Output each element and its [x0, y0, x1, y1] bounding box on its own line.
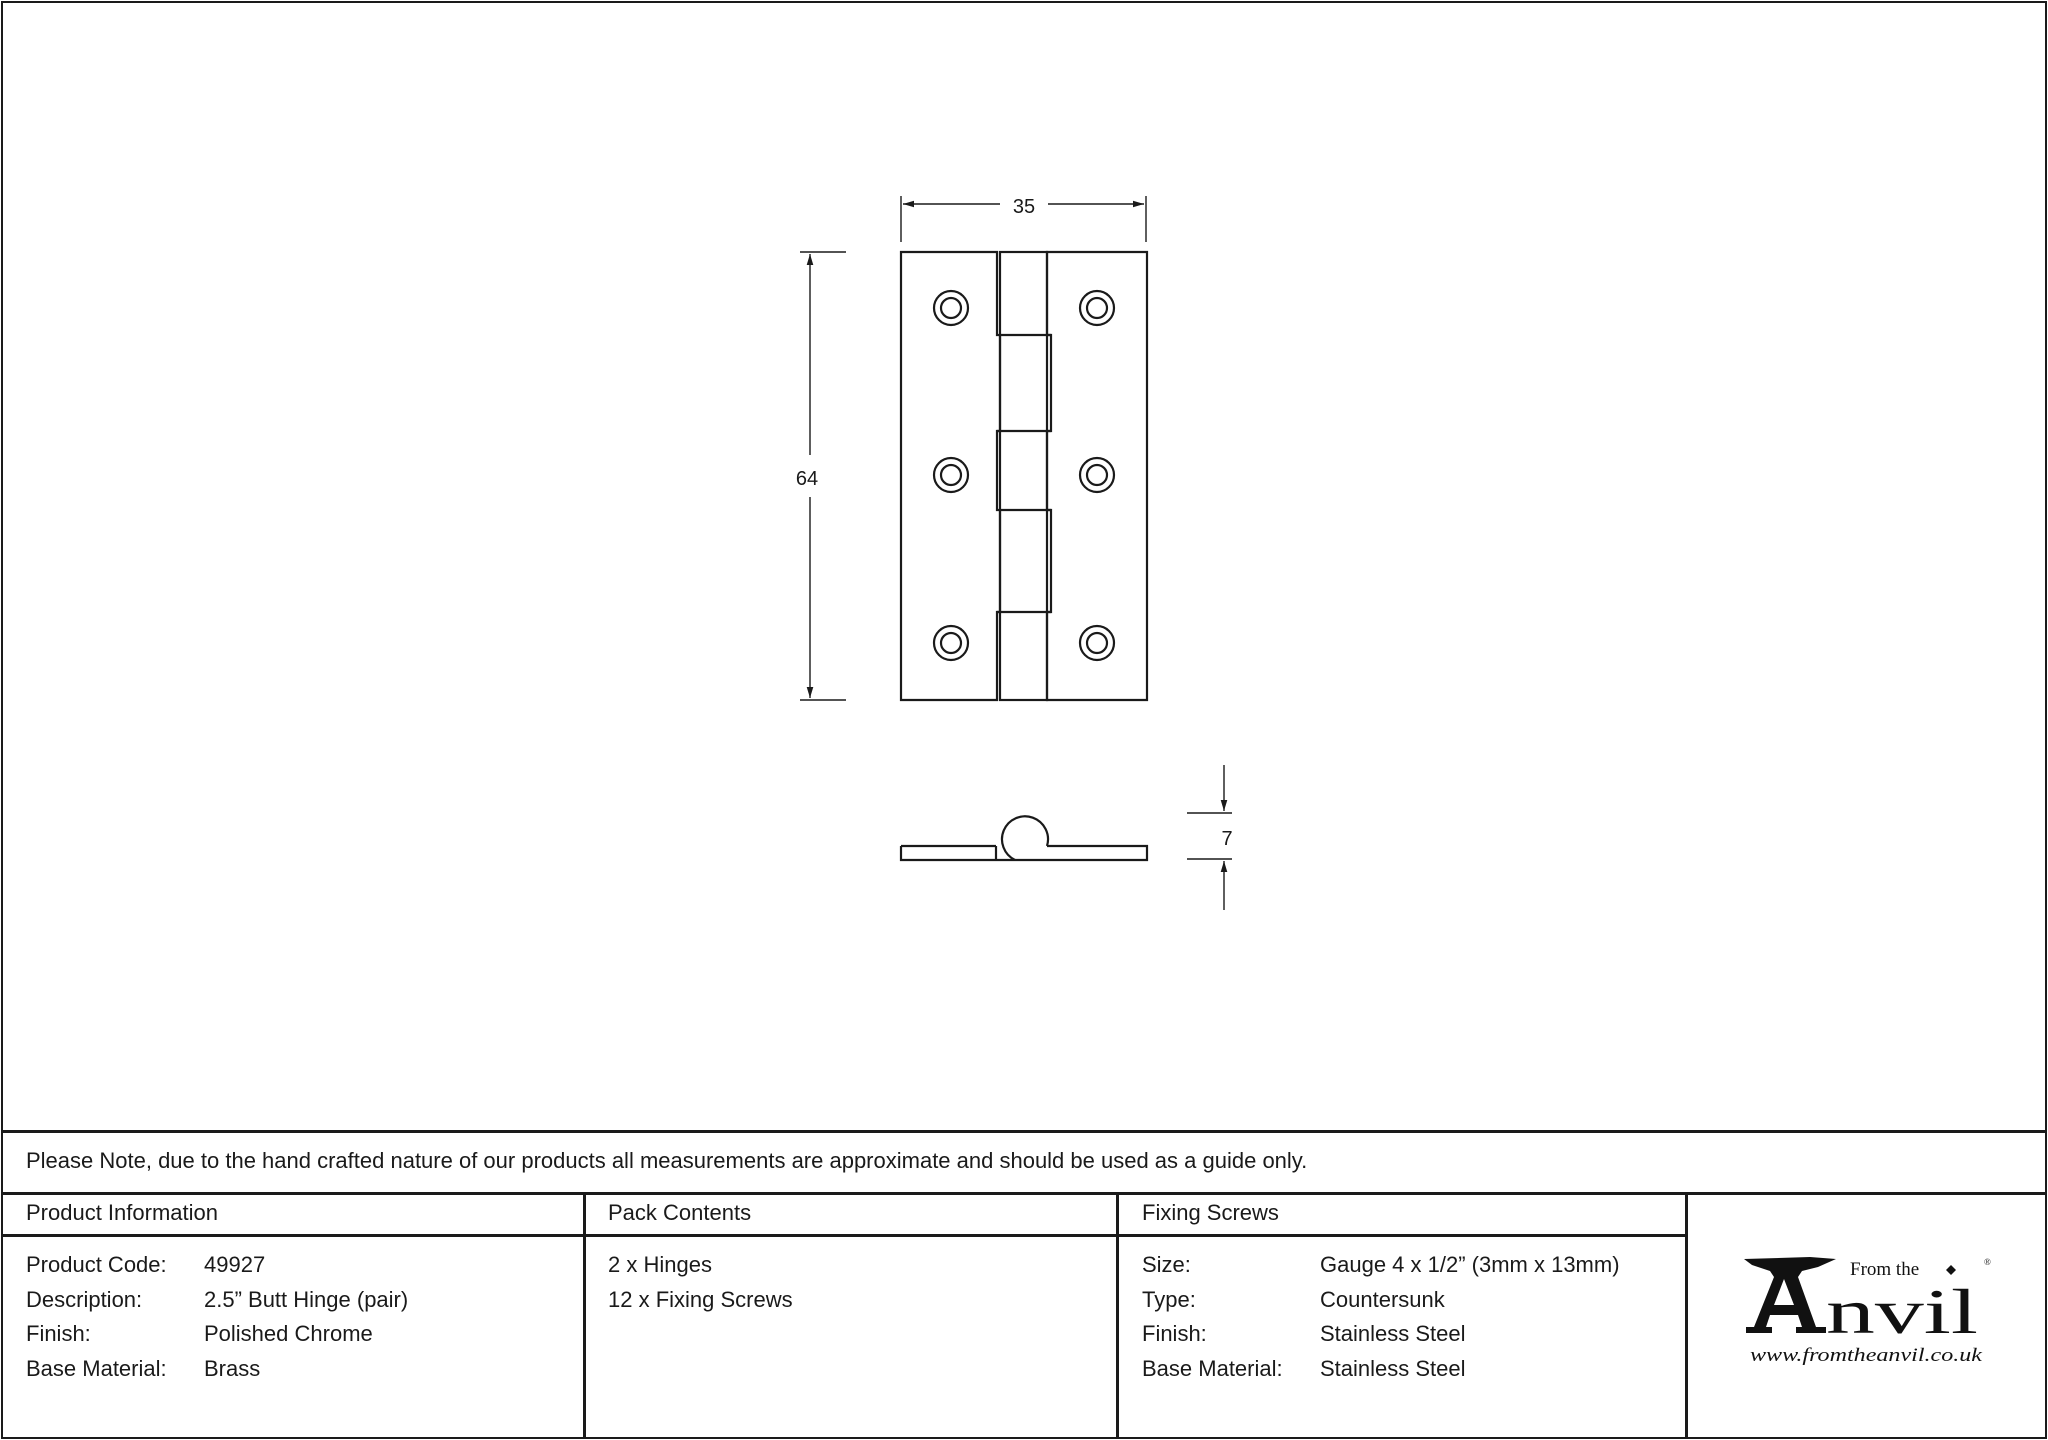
from-the-anvil-logo: [1740, 1255, 2000, 1375]
finish-label: Finish:: [26, 1321, 91, 1346]
column-divider-3: [1685, 1192, 1688, 1438]
anvil-icon: [1744, 1257, 1836, 1333]
screw-type-label: Type:: [1142, 1287, 1196, 1312]
logo-top-text: From the: [1850, 1259, 1920, 1280]
base-material-value: Brass: [204, 1356, 261, 1381]
screw-base-material-value: Stainless Steel: [1320, 1356, 1466, 1381]
width-dimension-label: 35: [1012, 196, 1036, 218]
screw-base-material-label: Base Material:: [1142, 1356, 1283, 1381]
screw-finish-label: Finish:: [1142, 1321, 1207, 1346]
screw-size-value: Gauge 4 x 1/2” (3mm x 13mm): [1320, 1252, 1620, 1277]
finish-value: Polished Chrome: [204, 1321, 373, 1346]
fixing-screws-header: Fixing Screws: [1142, 1200, 1279, 1225]
screw-holes: [934, 291, 1114, 660]
product-information-header: Product Information: [26, 1200, 218, 1225]
pack-contents-header: Pack Contents: [608, 1200, 752, 1225]
product-code-label: Product Code:: [26, 1252, 167, 1277]
screw-finish-value: Stainless Steel: [1320, 1321, 1466, 1346]
svg-text:nvil: nvil: [1826, 1276, 1978, 1347]
pack-item-hinges: 2 x Hinges: [608, 1252, 712, 1277]
table-top-divider: [2, 1192, 2046, 1195]
hinge-front-view: [901, 252, 1147, 700]
product-code-value: 49927: [204, 1252, 266, 1277]
column-divider-2: [1116, 1192, 1119, 1438]
screw-size-label: Size:: [1142, 1252, 1191, 1277]
registered-mark: ®: [1984, 1257, 1991, 1267]
description-label: Description:: [26, 1287, 143, 1312]
logo-url: www.fromtheanvil.co.uk: [1750, 1345, 1983, 1366]
height-dimension-label: 64: [795, 468, 819, 490]
measurement-disclaimer-note: Please Note, due to the hand crafted nature of our products all measurements are approximate and should be used as a guide only.: [26, 1148, 1308, 1173]
thickness-dimension-label: 7: [1221, 828, 1233, 850]
description-value: 2.5” Butt Hinge (pair): [204, 1287, 409, 1312]
base-material-label: Base Material:: [26, 1356, 167, 1381]
column-divider-1: [583, 1192, 586, 1438]
pack-item-screws: 12 x Fixing Screws: [608, 1287, 793, 1312]
note-top-divider: [2, 1130, 2046, 1133]
hinge-side-view: [901, 816, 1147, 860]
header-bottom-divider: [2, 1234, 1686, 1237]
screw-type-value: Countersunk: [1320, 1287, 1445, 1312]
